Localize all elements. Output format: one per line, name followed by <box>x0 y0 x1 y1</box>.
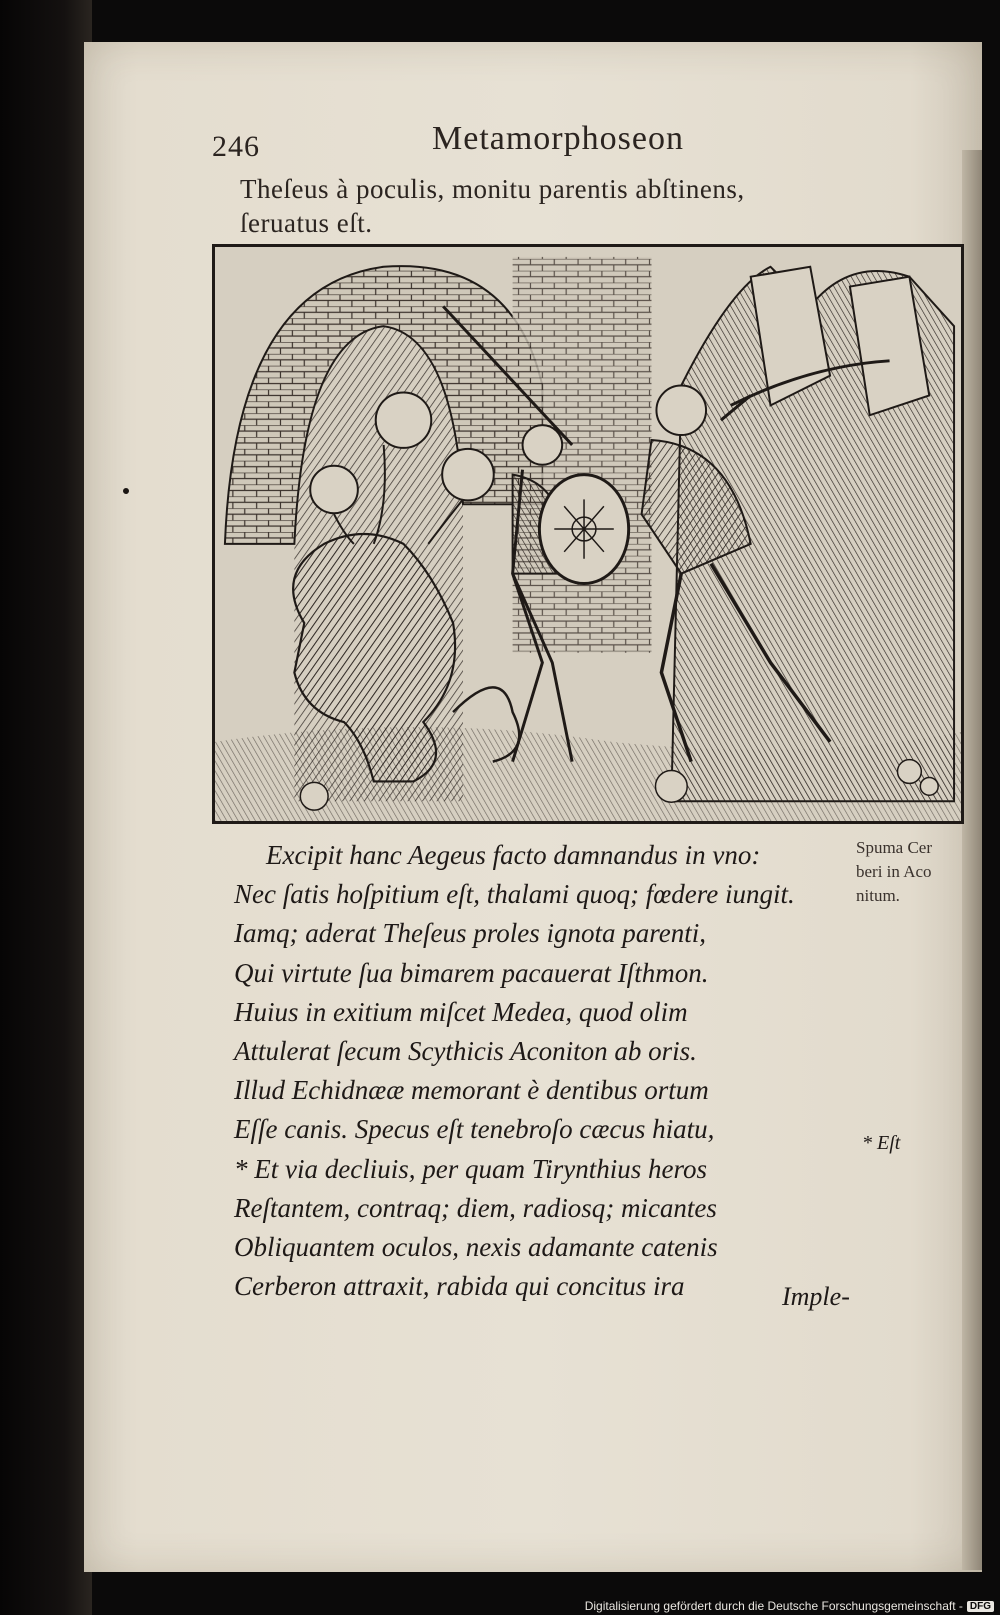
dfg-logo-icon: DFG <box>967 1601 994 1612</box>
margin-note-line: nitum. <box>856 886 900 905</box>
catchword: Imple- <box>782 1282 850 1311</box>
verse-block <box>234 836 854 1306</box>
margin-note-line: Spuma Cer <box>856 838 933 857</box>
ink-spot <box>123 488 129 494</box>
footer-credit <box>585 1599 994 1613</box>
page-number: 246 <box>212 130 260 163</box>
verse-line: Eſſe canis. Specus eſt tenebroſo cæcus hiatu, <box>234 1114 715 1145</box>
verse-line: Nec ſatis hoſpitium eſt, thalami quoq; fœdere iungit. <box>234 879 795 910</box>
summary <box>240 172 940 240</box>
verse-line: Cerberon attraxit, rabida qui concitus ira <box>234 1271 685 1302</box>
verse-line: Reſtantem, contraq; diem, radiosq; micantes <box>234 1192 717 1223</box>
margin-note <box>856 836 976 908</box>
running-title: Metamorphoseon <box>432 120 684 157</box>
page-header <box>212 118 712 168</box>
verse-line: Qui virtute ſua bimarem pacauerat Iſthmon. <box>234 957 709 988</box>
summary-line: ſeruatus eſt. <box>240 208 373 238</box>
woodcut-illustration <box>212 244 964 824</box>
verse-line: * Et via decliuis, per quam Tirynthius heros <box>234 1153 707 1184</box>
verse-line: Attulerat ſecum Scythicis Aconiton ab oris. <box>234 1035 697 1066</box>
verse-line: Excipit hanc Aegeus facto damnandus in vno: <box>266 840 761 870</box>
verse-line: Illud Echidnææ memorant è dentibus ortum <box>234 1075 709 1106</box>
verse-line: Iamq; aderat Theſeus proles ignota parenti, <box>234 918 706 949</box>
scan-background <box>0 0 92 1615</box>
margin-marker: * Eſt <box>862 1132 901 1154</box>
margin-note-line: beri in Aco <box>856 862 932 881</box>
verse-line: Huius in exitium miſcet Medea, quod olim <box>234 996 688 1027</box>
footer-credit-text: Digitalisierung gefördert durch die Deutsche Forschungsgemeinschaft - <box>584 1599 963 1613</box>
woodcut-drawing <box>215 247 961 821</box>
verse-line: Obliquantem oculos, nexis adamante catenis <box>234 1231 718 1262</box>
summary-line: Theſeus à poculis, monitu parentis abſtinens, <box>240 174 745 204</box>
